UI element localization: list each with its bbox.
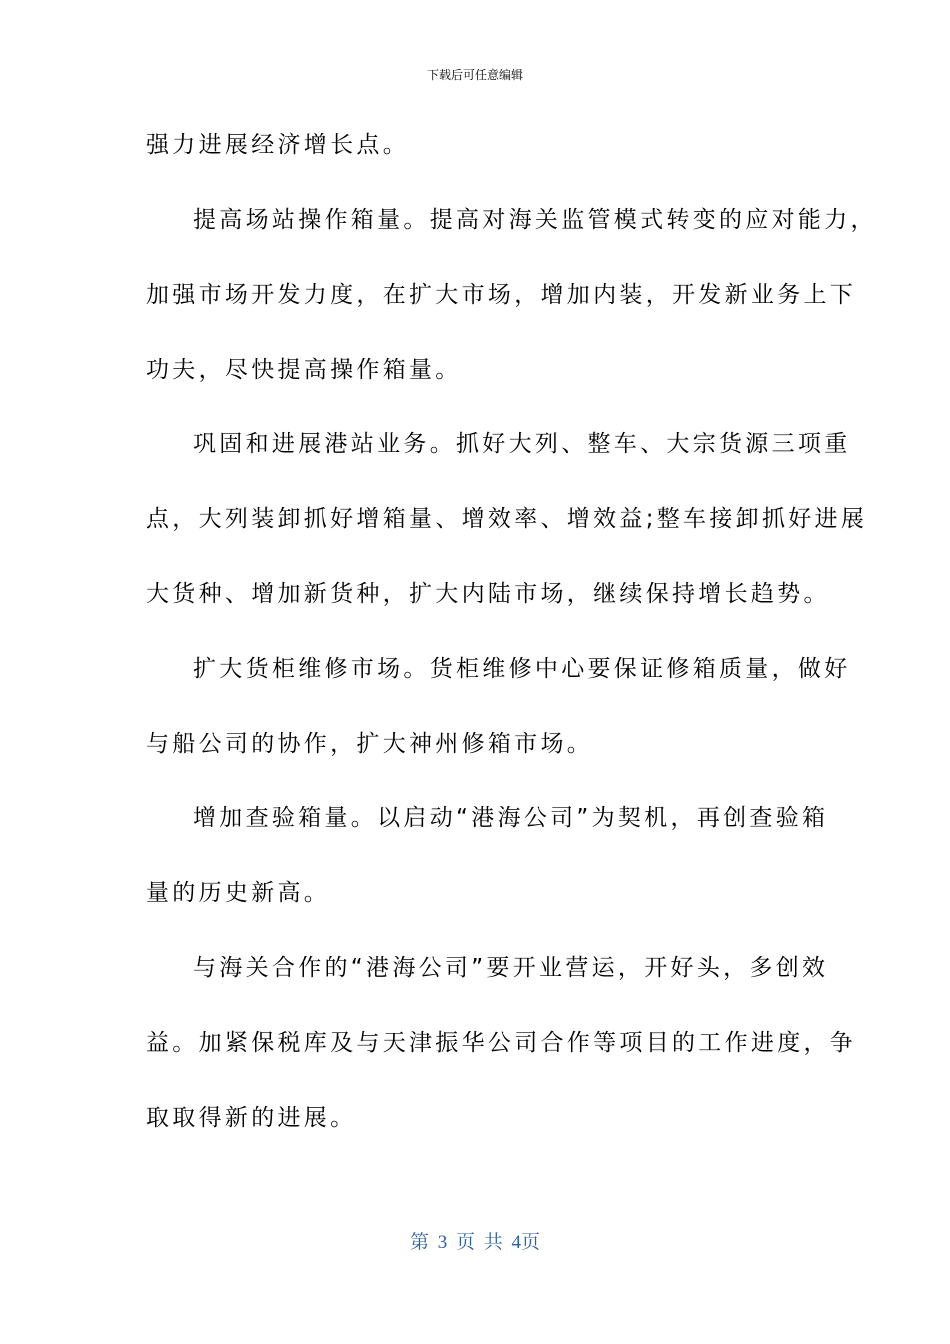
text-line: 强力进展经济增长点。 (146, 132, 409, 158)
text-line: 与船公司的协作，扩大神州修箱市场。 (146, 731, 594, 757)
text-line: 扩大货柜维修市场。货柜维修中心要保证修箱质量，做好 (193, 656, 851, 682)
text-line: 量的历史新高。 (146, 880, 331, 906)
page-header: 下载后可任意编辑 (426, 68, 523, 82)
page-number-footer: 第 3 页 共 4页 (409, 1232, 540, 1253)
text-line: 点，大列装卸抓好增箱量、增效率、增效益;整车接卸抓好进展 (146, 506, 868, 532)
text-line: 提高场站操作箱量。提高对海关监管模式转变的应对能力， (193, 207, 877, 233)
text-line: 益。加紧保税库及与天津振华公司合作等项目的工作进度，争 (146, 1030, 857, 1056)
text-line: 加强市场开发力度，在扩大市场，增加内装，开发新业务上下 (146, 282, 857, 308)
text-line: 与海关合作的“港海公司”要开业营运，开好头，多创效 (193, 955, 829, 981)
text-line: 巩固和进展港站业务。抓好大列、整车、大宗货源三项重 (193, 431, 851, 457)
text-line: 增加查验箱量。以启动“港海公司”为契机，再创查验箱 (193, 805, 829, 831)
text-line: 功夫，尽快提高操作箱量。 (146, 357, 462, 383)
text-line: 取取得新的进展。 (146, 1105, 357, 1131)
text-line: 大货种、增加新货种，扩大内陆市场，继续保持增长趋势。 (146, 581, 830, 607)
